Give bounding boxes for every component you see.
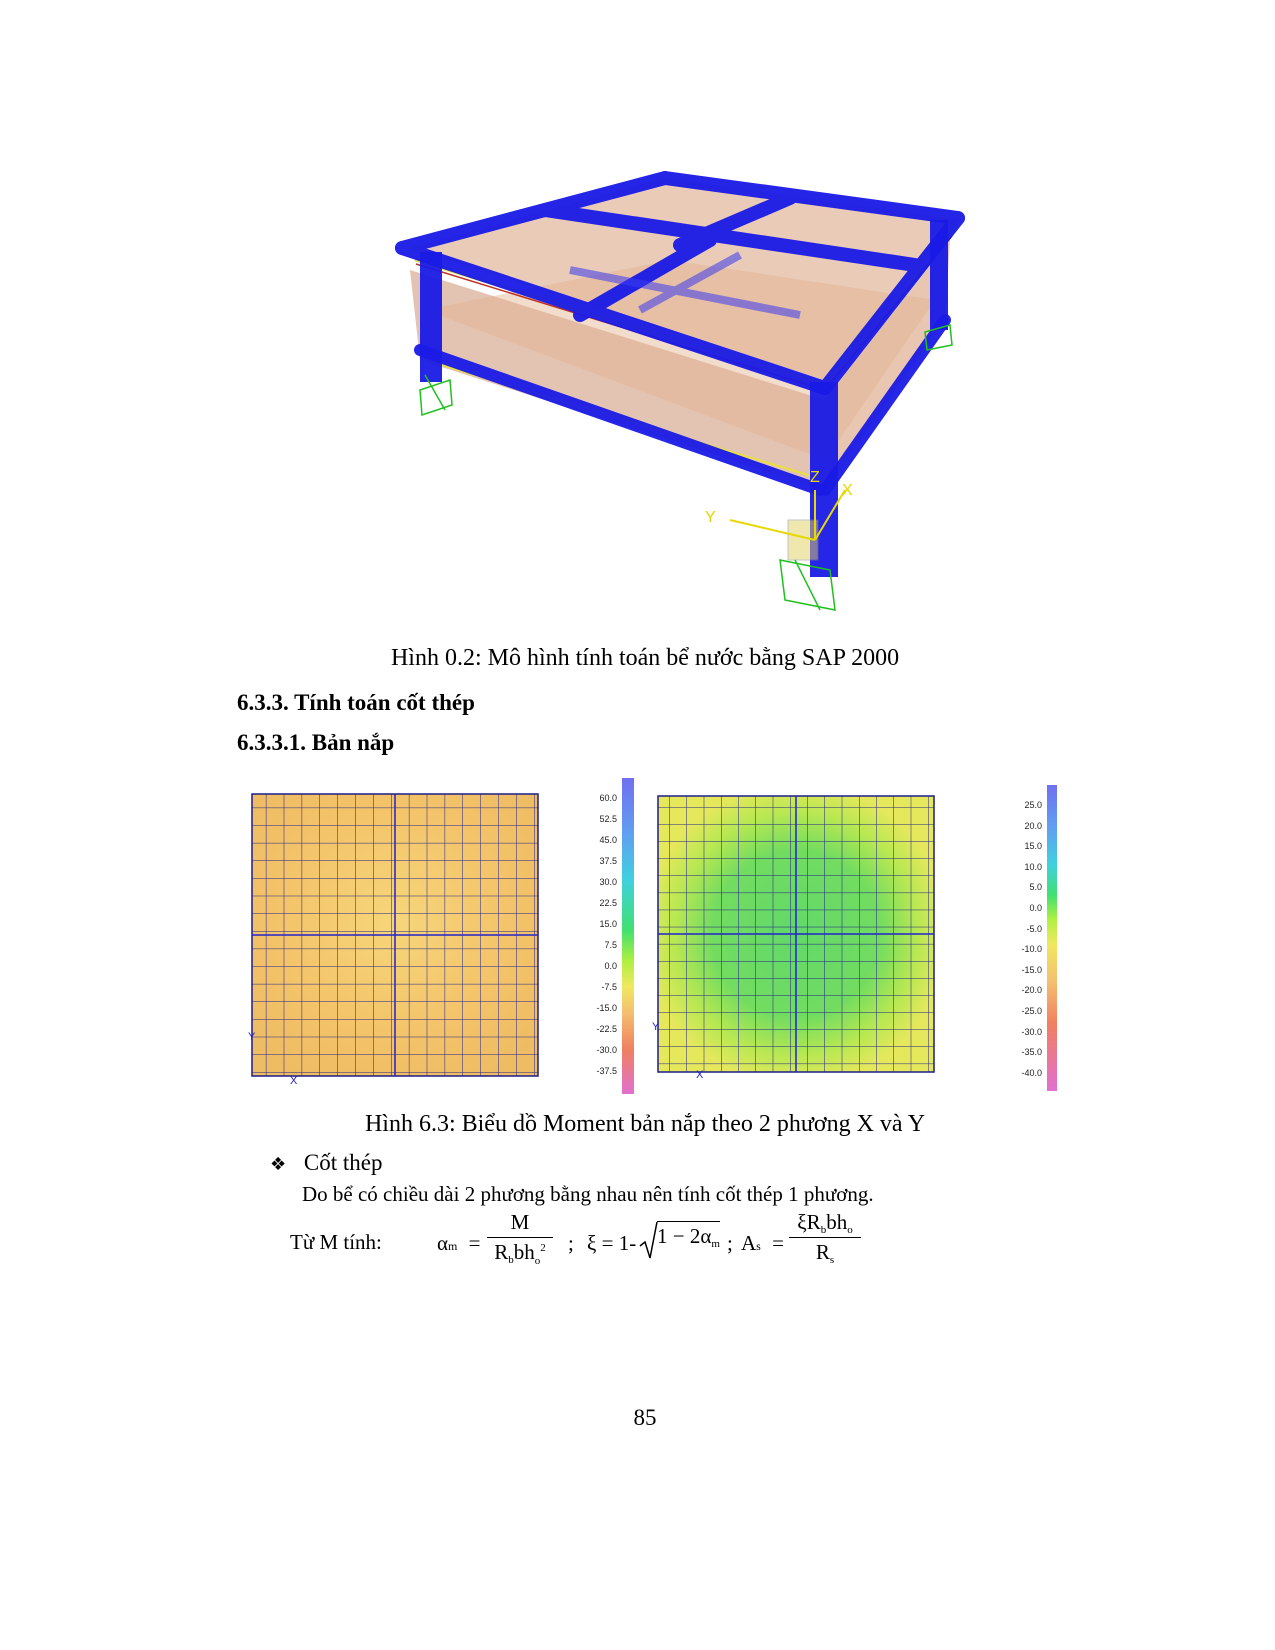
- formula-lead: Từ M tính:: [290, 1230, 382, 1254]
- legend-x-label: 0.0: [604, 961, 617, 971]
- legend-y-label: 10.0: [1024, 861, 1042, 872]
- legend-x-label: 22.5: [599, 898, 617, 908]
- legend-x-label: -7.5: [601, 982, 617, 992]
- moment-plot-x: [248, 790, 543, 1085]
- page-number: 85: [633, 1405, 657, 1430]
- legend-x-label: 60.0: [599, 793, 617, 803]
- legend-y-colorbar: [1047, 785, 1057, 1091]
- figure1-caption: Hình 0.2: Mô hình tính toán bể nước bằng SAP 2000: [390, 645, 900, 671]
- legend-y-label: -20.0: [1021, 985, 1042, 996]
- steel-title: Cốt thép: [303, 1150, 383, 1175]
- legend-y-label: 5.0: [1029, 882, 1042, 893]
- sqrt-sign: [639, 1220, 659, 1260]
- legend-y-label: -35.0: [1021, 1047, 1042, 1058]
- legend-x-label: 45.0: [599, 835, 617, 845]
- formula: αm = M Rbbh$_o^2$ ; ξ = 1- 1 − 2αm ; As = ξRbbho Rs: [437, 1210, 877, 1280]
- legend-x-label: -15.0: [596, 1003, 617, 1013]
- figure2-caption: Hình 6.3: Biểu dồ Moment bản nắp theo 2 phương X và Y: [364, 1111, 926, 1137]
- legend-y: [1020, 785, 1065, 1093]
- plot-x-axis-x: X: [290, 1075, 298, 1085]
- steel-note: Do bể có chiều dài 2 phương bằng nhau nên tính cốt thép 1 phương.: [302, 1182, 874, 1206]
- legend-y-label: -15.0: [1021, 964, 1042, 975]
- legend-y-label: -5.0: [1026, 923, 1042, 934]
- legend-y-label: 25.0: [1024, 800, 1042, 810]
- plot-y-axis-x: X: [696, 1069, 704, 1080]
- legend-y-label: 20.0: [1024, 820, 1042, 831]
- legend-x-label: -37.5: [596, 1066, 617, 1076]
- section-heading: 6.3.3. Tính toán cốt thép: [237, 690, 475, 715]
- bullet-icon: ❖: [270, 1154, 287, 1175]
- legend-y-label: -40.0: [1021, 1067, 1042, 1078]
- legend-y-label: 15.0: [1024, 841, 1042, 852]
- legend-x: [595, 778, 640, 1096]
- fraction-m: M Rbbh$_o^2$: [487, 1210, 553, 1267]
- steel-title-row: [270, 1150, 382, 1176]
- legend-x-label: 37.5: [599, 856, 617, 866]
- legend-x-label: -30.0: [596, 1045, 617, 1055]
- legend-y-label: -25.0: [1021, 1006, 1042, 1016]
- legend-x-label: 52.5: [599, 814, 617, 824]
- sap2000-3d-model-figure: [380, 160, 980, 630]
- legend-x-label: -22.5: [596, 1024, 617, 1034]
- axis-y-label: Y: [705, 509, 716, 526]
- axis-z-label: Z: [810, 469, 820, 486]
- section-subheading: 6.3.3.1. Bản nắp: [237, 730, 395, 755]
- moment-plot-y: [652, 790, 942, 1080]
- legend-y-label: -30.0: [1021, 1026, 1042, 1037]
- alpha-symbol: α: [437, 1231, 449, 1255]
- fraction-as: ξRbbho Rs: [789, 1210, 861, 1266]
- legend-y-label: -10.0: [1021, 944, 1042, 955]
- legend-y-label: 0.0: [1029, 903, 1042, 913]
- legend-x-label: 7.5: [604, 940, 617, 950]
- legend-x-colorbar: [622, 778, 634, 1094]
- plot-x-axis-y: Y: [248, 1031, 256, 1043]
- legend-x-label: 30.0: [599, 877, 617, 887]
- legend-x-label: 15.0: [599, 919, 617, 929]
- plot-y-axis-y: Y: [652, 1021, 660, 1033]
- axis-x-label: X: [842, 482, 853, 499]
